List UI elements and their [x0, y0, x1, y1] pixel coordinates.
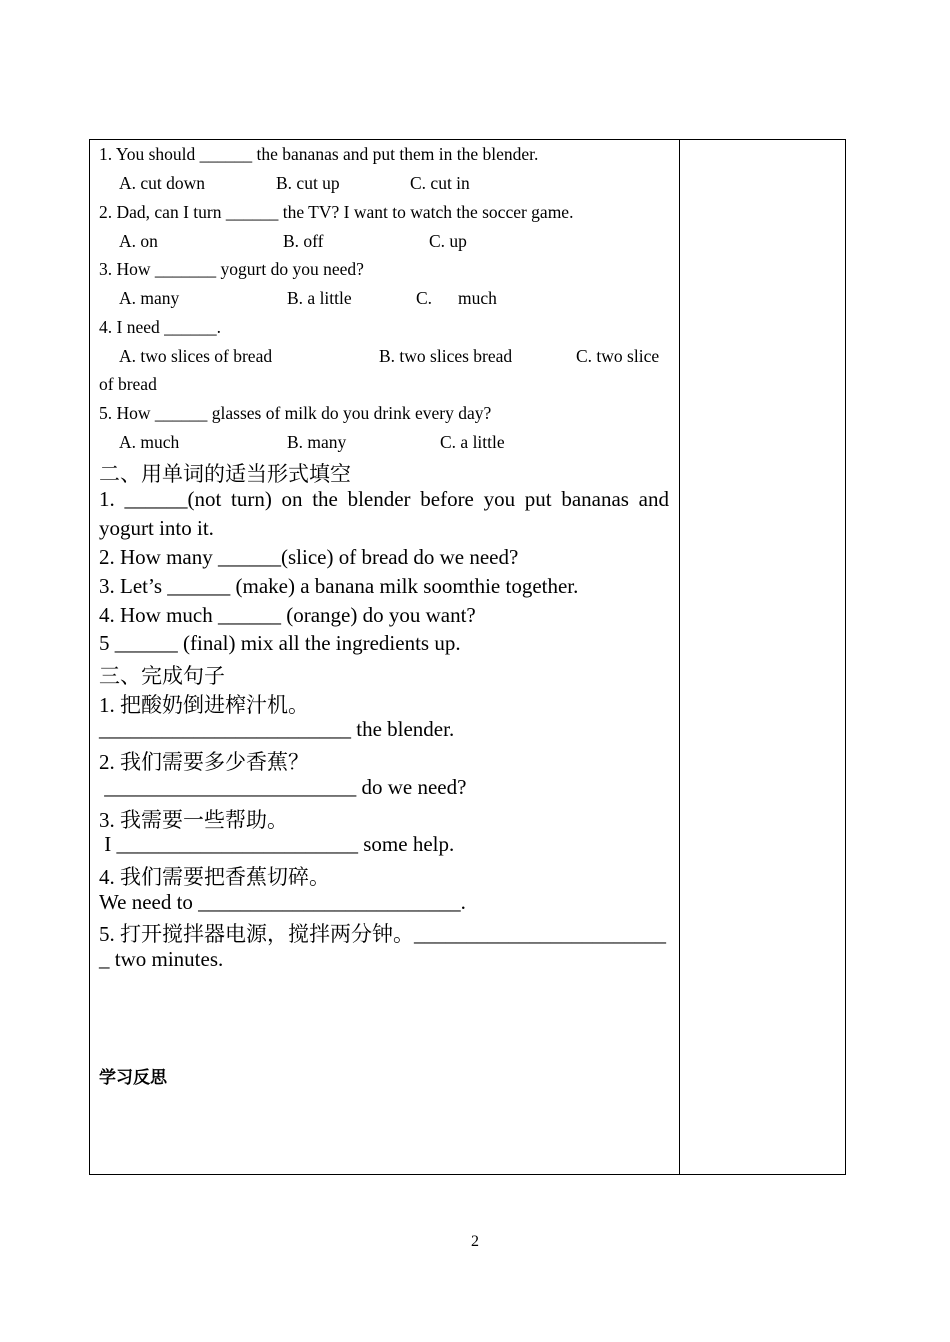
- section3-prompt-3: 3. 我需要一些帮助。: [99, 808, 288, 832]
- mc-question-4: 4. I need ______.: [99, 317, 221, 337]
- mc-question-2: 2. Dad, can I turn ______ the TV? I want to watch the soccer game.: [99, 202, 574, 222]
- page-number: 2: [471, 1233, 479, 1250]
- mc-1-option-b: B. cut up: [276, 173, 340, 193]
- mc-question-5: 5. How ______ glasses of milk do you drink every day?: [99, 403, 492, 423]
- mc-4-option-c: C. two slice: [576, 346, 660, 366]
- section2-item-1-cont: yogurt into it.: [99, 516, 214, 540]
- section2-item-4: 4. How much ______ (orange) do you want?: [99, 603, 476, 627]
- reflection-label: 学习反思: [99, 1068, 167, 1088]
- section3-title: 三、完成句子: [99, 664, 225, 688]
- section3-answer-5: _ two minutes.: [99, 947, 224, 971]
- section2-item-3: 3. Let’s ______ (make) a banana milk soomthie together.: [99, 574, 579, 598]
- mc-5-option-c: C. a little: [440, 432, 505, 452]
- mc-3-option-c-text: much: [458, 288, 497, 308]
- mc-1-option-a: A. cut down: [119, 173, 206, 193]
- section2-item-5: 5 ______ (final) mix all the ingredients up.: [99, 631, 461, 655]
- section3-answer-1: ________________________ the blender.: [99, 717, 455, 741]
- section3-answer-3: I _______________________ some help.: [99, 832, 455, 856]
- section3-prompt-2: 2. 我们需要多少香蕉？: [99, 750, 309, 774]
- column-divider: [679, 139, 680, 1175]
- mc-4-option-a: A. two slices of bread: [119, 346, 273, 366]
- section3-prompt-1: 1. 把酸奶倒进榨汁机。: [99, 693, 309, 717]
- mc-4-option-b: B. two slices bread: [379, 346, 513, 366]
- section2-item-1: 1. ______(not turn) on the blender before you put bananas and: [99, 487, 669, 511]
- mc-2-option-a: A. on: [119, 231, 158, 251]
- mc-3-option-b: B. a little: [287, 288, 352, 308]
- mc-5-option-b: B. many: [287, 432, 347, 452]
- mc-5-option-a: A. much: [119, 432, 180, 452]
- section2-item-2: 2. How many ______(slice) of bread do we need?: [99, 545, 519, 569]
- mc-2-option-c: C. up: [429, 231, 467, 251]
- section3-prompt-5: 5. 打开搅拌器电源，搅拌两分钟。________________________: [99, 922, 666, 946]
- mc-2-option-b: B. off: [283, 231, 324, 251]
- section2-title: 二、用单词的适当形式填空: [99, 462, 351, 486]
- mc-1-option-c: C. cut in: [410, 173, 470, 193]
- mc-4-option-c-wrap: of bread: [99, 374, 157, 394]
- mc-3-option-a: A. many: [119, 288, 180, 308]
- section3-prompt-4: 4. 我们需要把香蕉切碎。: [99, 865, 330, 889]
- section3-answer-2: ________________________ do we need?: [99, 775, 467, 799]
- mc-question-3: 3. How _______ yogurt do you need?: [99, 259, 364, 279]
- mc-3-option-c: C.: [416, 288, 433, 308]
- section3-answer-4: We need to _________________________.: [99, 890, 466, 914]
- mc-question-1: 1. You should ______ the bananas and put them in the blender.: [99, 144, 539, 164]
